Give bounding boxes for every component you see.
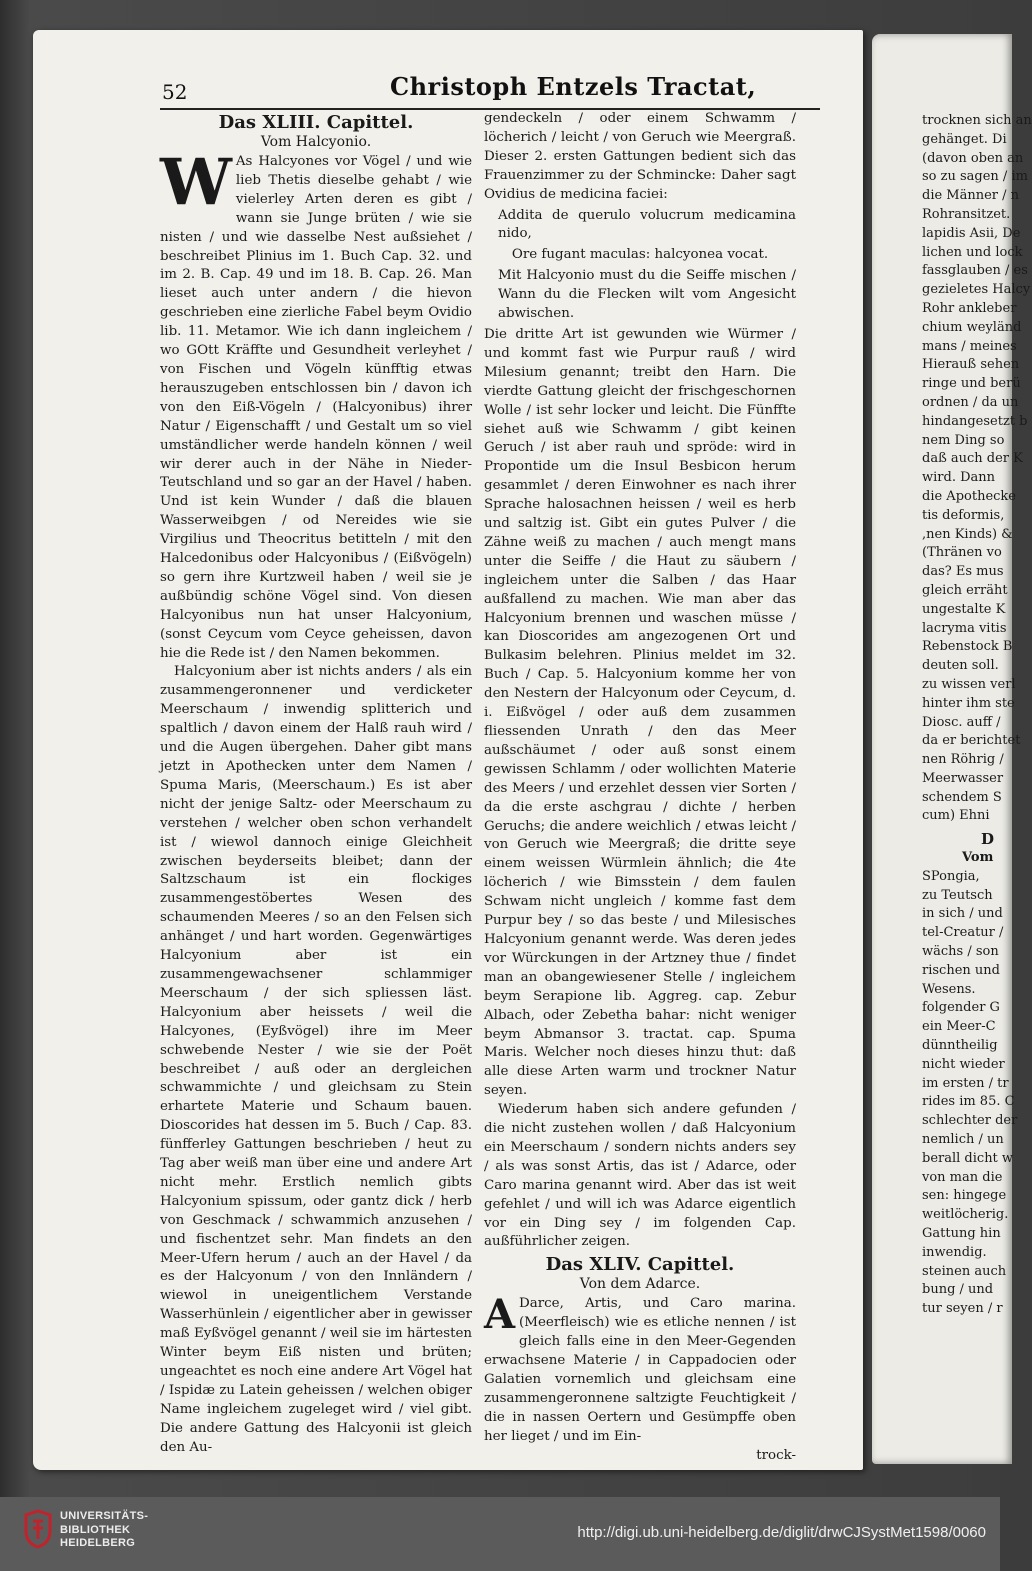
chapter-subtitle: Vom Halcyonio.	[260, 134, 372, 150]
drop-cap: A	[484, 1291, 516, 1339]
chapter-title: Das XLIII. Capittel.	[218, 112, 414, 133]
adjacent-page-line: wird. Dann	[922, 470, 996, 486]
adjacent-page-line: dünntheilig	[922, 1038, 998, 1054]
adjacent-page-line: ,nen Kinds) &	[922, 526, 1013, 542]
institution-name	[60, 1510, 148, 1551]
paragraph-text: As Halcyones vor Vögel / und wie lieb Thetis dieselbe gehabt / wie vielerley Arten deren es gibt / wann sie Junge brüten / wie sie nisten / und wie dasselbe Nest außsiehet / beschreibet Plinius im 1. Buch Cap. 32. und im 2. B. Cap. 49 und im 18. B. Cap. 26. Man lieset auch unter andern / die hievon geschrieben eine zierliche Fabel beym Ovidio lib. 11. Metamor. Wie ich dann ingleichem / wo GOtt Kräffte und Gesundheit verleyhet / von Fischen und Vögeln künfftig etwas herauszugeben entschlossen bin / davon ich von den Eiß-Vögeln / (Halcyonibus) ihrer Natur / Eigenschafft / und Gestalt um so viel umständlicher werde handeln können / weil wir derer auch in der Nähe in Nieder-Teutschland und so gar an der Havel / haben. Und ist kein Wunder / daß die blauen Wasserweibgen / od Nereides wie sie Virgilius und Theocritus betitteln / mit den Halcedonibus oder Halcyonibus / (Eißvögeln) so gern ihre Kurtzweil haben / weil sie je außbündig schöne Vögel sind. Von diesen Halcyonibus nun hat unser Halcyonium, (sonst Ceycum vom Ceyce geheissen, davon hie die Rede ist / den Namen bekommen.	[160, 154, 472, 661]
adjacent-page-line: ein Meer-C	[922, 1019, 996, 1035]
adjacent-page-line: von man die	[922, 1169, 1003, 1185]
adjacent-page-line: SPongia,	[922, 868, 980, 884]
institution-line: UNIVERSITÄTS-	[60, 1510, 149, 1522]
paragraph: Wiederum haben sich andere gefunden / die nicht zustehen wollen / daß Halcyonium ein Meerschaum / sondern nichts anders sey / als was sonst Artis, das ist / Adarce, oder Caro marina genannt wird. Aber das ist weit gefehlet / und will ich was Adarce eigentlich vor ein Ding sey / im folgenden Cap. außführlicher zeigen.	[484, 1102, 796, 1250]
adjacent-page-line: gezieletes Halcy	[922, 282, 1031, 298]
adjacent-page-line: lacryma vitis	[922, 620, 1007, 636]
adjacent-page-line: (Thränen vo	[922, 545, 1002, 561]
left-column	[160, 110, 472, 1458]
adjacent-page-line: tur seyen / r	[922, 1301, 1003, 1317]
catchword: trock-	[756, 1447, 796, 1463]
adjacent-page-line: inwendig.	[922, 1244, 987, 1260]
adjacent-page-line: Rebenstock B	[922, 639, 1013, 655]
adjacent-page-line: tis deformis,	[922, 507, 1005, 523]
adjacent-page-text	[922, 112, 1032, 1319]
adjacent-page-line: nen Röhrig /	[922, 752, 1004, 768]
adjacent-page-line: die Männer / n	[922, 188, 1020, 204]
adjacent-page-line: nem Ding so	[922, 432, 1005, 448]
adjacent-page-line: schlechter der	[922, 1113, 1018, 1129]
university-logo-icon	[22, 1509, 54, 1549]
verse-line: Addita de querulo volucrum medicamina nido,	[498, 207, 796, 242]
chapter-subtitle: Von dem Adarce.	[579, 1276, 701, 1293]
adjacent-page-line: hinter ihm ste	[922, 695, 1015, 711]
adjacent-page-line: tel-Creatur /	[922, 925, 1004, 941]
paragraph-text: Darce, Artis, und Caro marina. (Meerfleisch) wie es etliche nennen / ist gleich falls eine in den Meer-Gegenden erwachsene Materie / in Cappadocien oder Galatien vornemlich und gleichsam eine zusammengeronnene saltzigte Feuchtigkeit / die in nassen Oertern und Gesümpffe oben her lieget / und im Ein-	[484, 1296, 796, 1444]
adjacent-page-line: hindangesetzt b	[922, 413, 1028, 429]
adjacent-page-line: lapidis Asii, De	[922, 225, 1021, 241]
adjacent-page-line: cum) Ehni	[922, 808, 990, 824]
footer-bar	[0, 1497, 1000, 1571]
adjacent-page-line: schendem S	[922, 789, 1002, 805]
paragraph: Die dritte Art ist gewunden wie Würmer / und kommt fast wie Purpur rauß / wird Milesium genannt; treibt den Harn. Die vierdte Gattung gleicht der frischgeschornen Wolle / ist sehr locker und leicht. Die Fünffte siehet auß wie Schwamm / gibt keinen Geruch / ist aber rauh und spröde: wird in Propontide um die Insul Besbicon herum gesammlet / deren Einwohner es nach ihrer Sprache halosachnen heissen / weil es herb und saltzig ist. Gibt ein gutes Pulver / die Zähne weiß zu machen / auch mengt mans unter die Seiffe / die Haut zu säubern / ingleichem unter die Salben / das Haar außfallend zu machen. Wie man aber das Halcyonium brennen und waschen müsse / kan Dioscorides am angezogenen Ort und Bulkasim belehren. Plinius meldet im 32. Buch / Cap. 5. Halcyonium komme her von den Nestern der Halcyonum oder Ceycum, d. i. Eißvögel / oder auß dem zusammen fliessenden Unrath / den das Meer außschäumet / oder auß sonst einem gewissen Schlamm / oder wollichten Materie des Meers / und erzehlet dessen vier Sorten / da die erste aschgrau / dichte / herben Geruchs; die andere weichlich / etwas leicht / von Geruch wie Meergraß; die dritte seye einem weissen Würmlein ähnlich; die 4te löcherich / wie Bimsstein / dem faulen Schwam nicht ungleich / komme fast dem Purpur bey / so das beste / und Milesisches Halcyonium genannt werde. Was deren jedes vor Würckungen in der Artzney thue / findet man an obangewiesener Stelle / ingleichem beym Serapione lib. Aggreg. cap. Zebur Albach, oder Zebetha bahar: nicht weniger beym Abmansor 3. tractat. cap. Spuma Maris. Welcher noch dieses hinzu thut: daß alle diese Arten warm und trockner Natur seyen.	[484, 326, 796, 1099]
chapter-title: Das XLIV. Capittel.	[545, 1254, 735, 1276]
adjacent-page-line: gehänget. Di	[922, 131, 1007, 147]
paragraph	[160, 145, 472, 663]
adjacent-page-line: trocknen sich an	[922, 113, 1032, 128]
paragraph	[484, 1291, 796, 1446]
adjacent-page-line: Hierauß sehen	[922, 357, 1020, 373]
adjacent-page-line: (davon oben an	[922, 150, 1024, 166]
adjacent-page-line: gleich erräht	[922, 582, 1008, 598]
verse-translation: Mit Halcyonio must du die Seiffe mischen / Wann du die Flecken wilt vom Angesicht abwischen.	[498, 268, 796, 322]
adjacent-page-subheading: Vom	[962, 850, 994, 866]
adjacent-page-line: chium weyländ	[922, 319, 1022, 335]
adjacent-page-line: Gattung hin	[922, 1226, 1001, 1242]
running-head: Christoph Entzels Tractat,	[390, 72, 757, 101]
adjacent-page-line: zu Teutsch	[922, 887, 993, 903]
verse-line: Ore fugant maculas: halcyonea vocat.	[511, 247, 769, 263]
adjacent-page-line: bung / und	[922, 1282, 994, 1298]
adjacent-page-line: weitlöcherig.	[922, 1207, 1009, 1223]
adjacent-page-line: Rohransitzet.	[922, 206, 1011, 222]
paragraph: gendeckeln / oder einem Schwamm / löcherich / leicht / von Geruch wie Meergraß. Dieser 2. ersten Gattungen bedient sich das Frauenzimmer zu der Schmincke: Daher sagt Ovidius de medicina faciei:	[484, 111, 796, 202]
adjacent-page-line: Meerwasser	[922, 770, 1004, 786]
adjacent-page-line: daß auch der K	[922, 451, 1023, 467]
paragraph: Halcyonium aber ist nichts anders / als ein zusammengeronnener und verdicketer Meerschaum / inwendig splitterich und spaltlich / davon einem der Halß rauh wird / und die Augen übergehen. Daher gibt mans jetzt in Apothecken unter dem Namen / Spuma Maris, (Meerschaum.) Es ist aber nicht der jenige Saltz- oder Meerschaum zu verstehen / welcher oben schon verhandelt ist / wiewol dannoch einige Gleichheit zwischen beyderseits bleibet; dann der Saltzschaum ist ein flockiges zusammengestöbertes Wesen des schaumenden Meeres / so an den Felsen sich anhänget / und hart worden. Gegenwärtiges Halcyonium aber ist ein zusammengewachsener schlammiger Meerschaum / der sich spliessen läst. Halcyonium aber heissets / weil die Halcyones, (Eyßvögel) ihre im Meer schwebende Nester / wie sie der Poët beschreibet / auß oder an dergleichen schwammichte / und gleichsam zu Stein erhartete Materie und Schaum bauen. Dioscorides hat dessen im 5. Buch / Cap. 83. fünfferley Gattungen beschrieben / heut zu Tag aber weiß man über eine und andere Art nicht mehr. Erstlich nemlich gibts Halcyonium spissum, oder gantz dick / herb von Geschmack / schwammich anzusehen / und fischentzet sehr. Man findets an den Meer-Ufern herum / auch an der Havel / da es der Halcyonum / von den Innländern / wiewol in uneigentlichem Verstande Wasserhünlein / eigentlicher aber in gewisser maß Eyßvögel genannt / weil sie im härtesten Winter beym Eiß nisten und brüten; ungeachtet es noch eine andere Art Vögel hat / Ispidæ zu Latein geheissen / welchen obiger Name ingleichem zugeleget wird / viel gibt. Die andere Gattung des Halcyonii ist gleich den Au-	[160, 664, 472, 1455]
adjacent-page-line: so zu sagen / im	[922, 169, 1028, 185]
adjacent-page-line: steinen auch	[922, 1263, 1007, 1279]
adjacent-page-line: das? Es mus	[922, 564, 1004, 580]
adjacent-page-line: ordnen / da un	[922, 394, 1019, 410]
adjacent-page-line: nemlich / un	[922, 1132, 1004, 1148]
adjacent-page-line: rides im 85. C	[922, 1094, 1015, 1110]
adjacent-page-line: die Apothecke	[922, 488, 1016, 504]
adjacent-page-line: rischen und	[922, 962, 1000, 978]
adjacent-page-line: lichen und lock	[922, 244, 1023, 260]
adjacent-page-line: fassglauben / es	[922, 263, 1028, 279]
drop-cap: W	[160, 145, 232, 220]
institution-line: HEIDELBERG	[60, 1537, 136, 1549]
adjacent-page-line: berall dicht w	[922, 1150, 1014, 1166]
adjacent-page-line: sen: hingege	[922, 1188, 1007, 1204]
page-number: 52	[162, 80, 188, 104]
adjacent-page-line: nicht wieder	[922, 1056, 1005, 1072]
adjacent-page-line: im ersten / tr	[922, 1075, 1009, 1091]
permalink-url[interactable]: http://digi.ub.uni-heidelberg.de/diglit/drwCJSystMet1598/0060	[577, 1524, 986, 1541]
adjacent-page-line: mans / meines	[922, 338, 1017, 354]
adjacent-page-line: folgender G	[922, 1000, 1000, 1016]
adjacent-page-line: deuten soll.	[922, 658, 999, 674]
adjacent-page-line: da er berichtet	[922, 733, 1021, 749]
page-header	[160, 70, 820, 110]
adjacent-page-line: in sich / und	[922, 906, 1003, 922]
adjacent-page-line: Diosc. auff /	[922, 714, 1001, 730]
adjacent-page-line: Rohr ankleber	[922, 300, 1017, 316]
institution-line: BIBLIOTHEK	[60, 1523, 131, 1536]
adjacent-page-line: ungestalte K	[922, 601, 1006, 617]
adjacent-page-line: wächs / son	[922, 944, 999, 960]
adjacent-page-line: ringe und berü	[922, 376, 1021, 392]
adjacent-page-heading: D	[980, 830, 994, 849]
right-column	[484, 110, 796, 1466]
adjacent-page-line: Wesens.	[922, 981, 976, 997]
adjacent-page-line: zu wissen verl	[922, 676, 1016, 692]
